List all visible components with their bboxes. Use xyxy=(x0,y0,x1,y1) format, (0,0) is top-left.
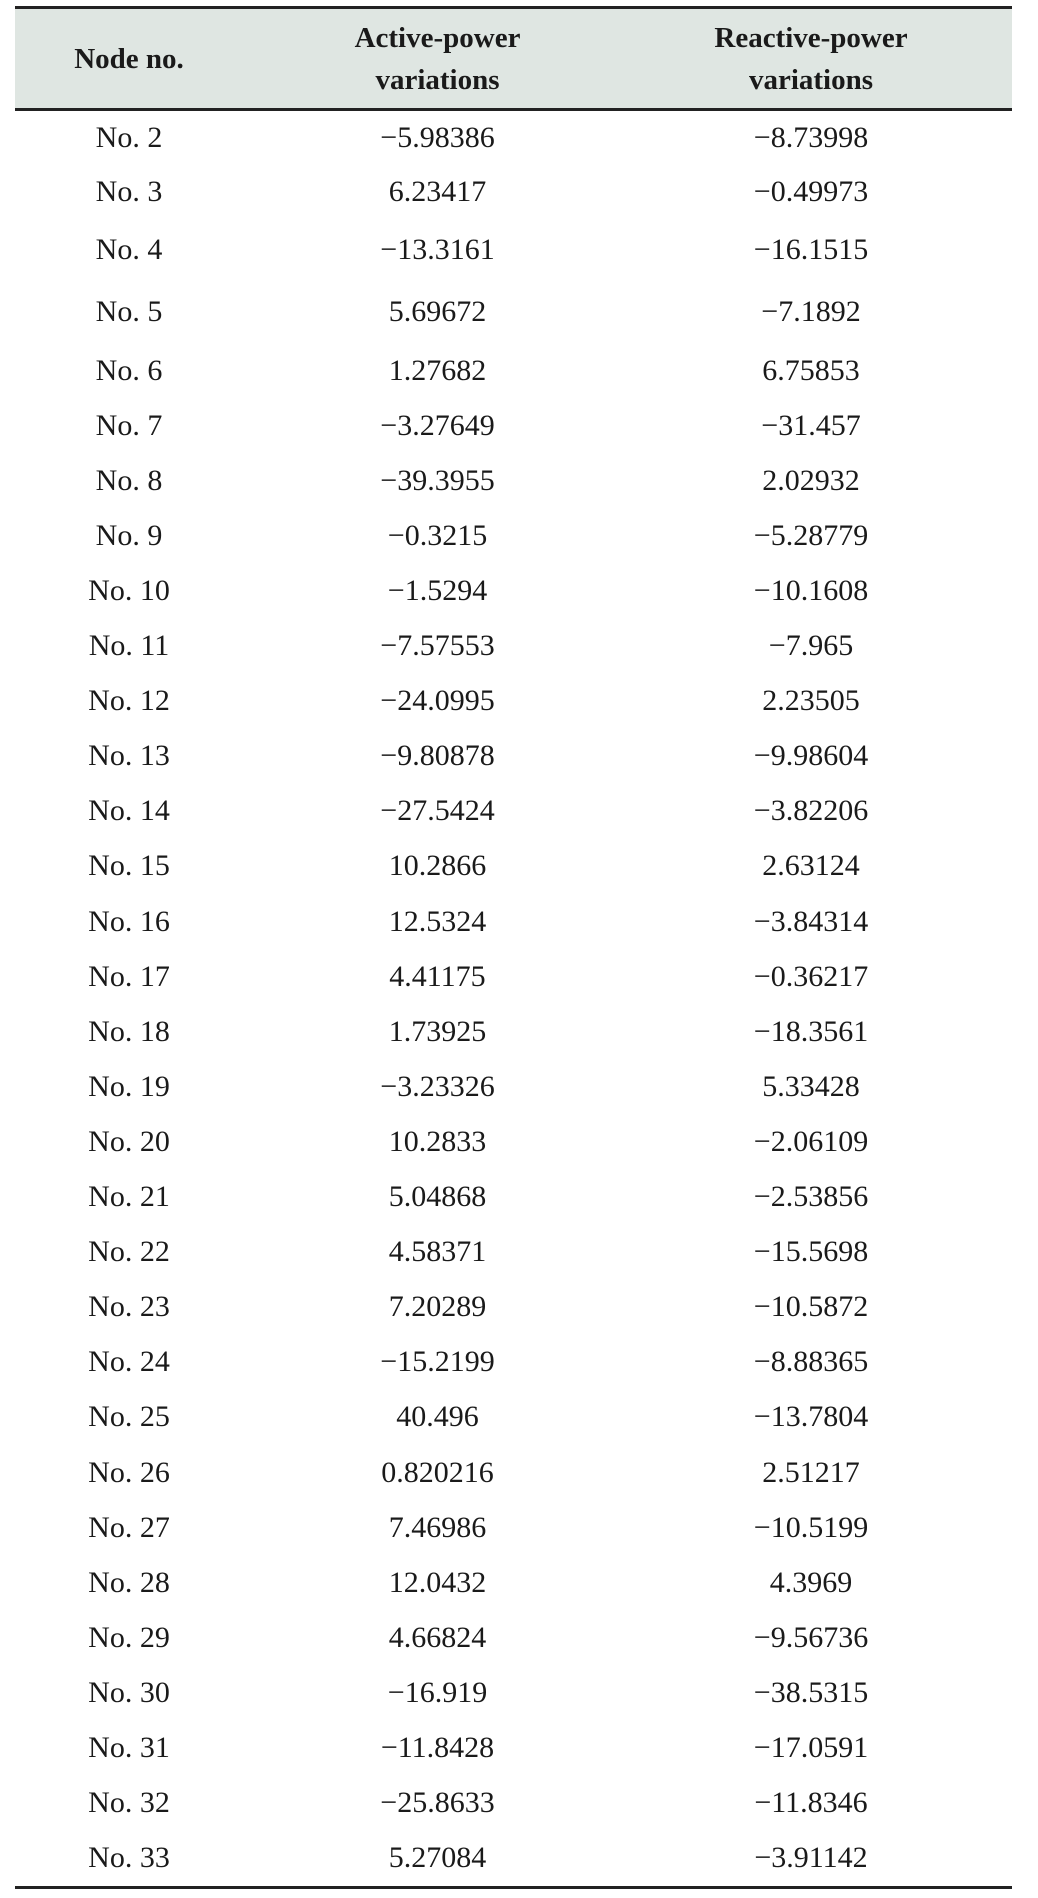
reactive-power-cell: 5.33428 xyxy=(762,1069,860,1103)
active-power-cell: 6.23417 xyxy=(388,174,487,208)
header-row xyxy=(15,9,1012,108)
active-power-cell: 4.66824 xyxy=(388,1620,487,1654)
active-power-cell: −1.5294 xyxy=(387,574,488,608)
node-cell: No. 29 xyxy=(88,1620,170,1654)
active-power-cell: 1.73925 xyxy=(388,1014,487,1048)
node-cell: No. 28 xyxy=(88,1565,170,1599)
node-cell: No. 19 xyxy=(88,1069,170,1103)
reactive-power-cell: 2.63124 xyxy=(762,849,860,883)
node-cell: No. 24 xyxy=(88,1345,170,1379)
active-power-cell: −15.2199 xyxy=(380,1345,495,1379)
node-cell: No. 10 xyxy=(88,574,170,608)
table-row xyxy=(15,839,1012,894)
reactive-power-cell: −18.3561 xyxy=(753,1014,869,1048)
table-row xyxy=(15,1335,1012,1390)
table-row xyxy=(15,1831,1012,1886)
reactive-power-cell: −8.73998 xyxy=(753,120,869,154)
node-cell: No. 3 xyxy=(95,174,163,208)
header-active-line2: variations xyxy=(375,63,500,96)
active-power-cell: −7.57553 xyxy=(380,629,495,663)
active-power-cell: 10.2833 xyxy=(388,1124,487,1158)
header-reactive-power xyxy=(610,9,1012,108)
reactive-power-cell: −2.53856 xyxy=(753,1180,869,1214)
reactive-power-cell: −2.06109 xyxy=(753,1124,869,1158)
active-power-cell: −27.5424 xyxy=(380,794,495,828)
table-row xyxy=(15,1500,1012,1555)
reactive-power-cell: 2.23505 xyxy=(762,684,860,718)
active-power-cell: 4.58371 xyxy=(388,1235,487,1269)
node-cell: No. 6 xyxy=(95,353,163,387)
node-cell: No. 15 xyxy=(88,849,170,883)
node-cell: No. 12 xyxy=(88,684,170,718)
node-cell: No. 4 xyxy=(95,233,163,267)
active-power-cell: 12.5324 xyxy=(388,904,487,938)
reactive-power-cell: −16.1515 xyxy=(753,233,869,267)
header-node-label: Node no. xyxy=(74,42,184,75)
table-row xyxy=(15,563,1012,618)
active-power-cell: −25.8633 xyxy=(380,1786,495,1820)
table-row xyxy=(15,111,1012,164)
reactive-power-cell: −15.5698 xyxy=(753,1235,869,1269)
node-cell: No. 5 xyxy=(95,295,163,329)
reactive-power-cell: −11.8346 xyxy=(754,1786,868,1820)
node-cell: No. 27 xyxy=(88,1510,170,1544)
header-active-line1: Active-power xyxy=(354,21,521,54)
power-variations-body-table xyxy=(15,111,1012,1886)
reactive-power-cell: −10.5872 xyxy=(753,1290,869,1324)
node-cell: No. 23 xyxy=(88,1290,170,1324)
reactive-power-cell: −0.36217 xyxy=(753,959,869,993)
table-row xyxy=(15,1610,1012,1665)
reactive-power-cell: −3.82206 xyxy=(753,794,869,828)
table-row xyxy=(15,219,1012,281)
table-row xyxy=(15,674,1012,729)
active-power-cell: 7.46986 xyxy=(388,1510,487,1544)
node-cell: No. 33 xyxy=(88,1841,170,1875)
table-row xyxy=(15,1720,1012,1775)
table-row xyxy=(15,1555,1012,1610)
node-cell: No. 26 xyxy=(88,1455,170,1489)
active-power-cell: −11.8428 xyxy=(380,1730,495,1764)
active-power-cell: 12.0432 xyxy=(388,1565,487,1599)
header-active-power xyxy=(265,9,610,108)
reactive-power-cell: −13.7804 xyxy=(753,1400,869,1434)
table-row xyxy=(15,1665,1012,1720)
node-cell: No. 25 xyxy=(88,1400,170,1434)
reactive-power-cell: −5.28779 xyxy=(753,518,869,552)
reactive-power-cell: 2.51217 xyxy=(762,1455,860,1489)
node-cell: No. 11 xyxy=(88,629,170,663)
node-cell: No. 9 xyxy=(95,518,163,552)
reactive-power-cell: −3.91142 xyxy=(754,1841,868,1875)
node-cell: No. 13 xyxy=(88,739,170,773)
node-cell: No. 32 xyxy=(88,1786,170,1820)
reactive-power-cell: −7.1892 xyxy=(761,295,861,329)
active-power-cell: −16.919 xyxy=(387,1675,488,1709)
active-power-cell: 10.2866 xyxy=(388,849,487,883)
table-row xyxy=(15,784,1012,839)
active-power-cell: 5.69672 xyxy=(388,295,487,329)
table-row xyxy=(15,1445,1012,1500)
table-bottom-rule xyxy=(15,1886,1012,1889)
node-cell: No. 14 xyxy=(88,794,170,828)
active-power-cell: −3.27649 xyxy=(380,408,495,442)
node-cell: No. 30 xyxy=(88,1675,170,1709)
reactive-power-cell: −9.56736 xyxy=(753,1620,869,1654)
table-row xyxy=(15,508,1012,563)
table-row xyxy=(15,1280,1012,1335)
table-row xyxy=(15,164,1012,219)
active-power-cell: −9.80878 xyxy=(380,739,495,773)
table-row xyxy=(15,398,1012,453)
reactive-power-cell: 6.75853 xyxy=(762,353,860,387)
reactive-power-cell: −0.49973 xyxy=(753,174,869,208)
reactive-power-cell: −10.5199 xyxy=(753,1510,869,1544)
table-row xyxy=(15,1776,1012,1831)
table-row xyxy=(15,949,1012,1004)
active-power-cell: 0.820216 xyxy=(381,1455,494,1489)
power-variations-table xyxy=(15,9,1012,108)
active-power-cell: 5.04868 xyxy=(388,1180,487,1214)
active-power-cell: −24.0995 xyxy=(380,684,495,718)
header-node-no xyxy=(15,9,265,108)
node-cell: No. 21 xyxy=(88,1180,170,1214)
node-cell: No. 17 xyxy=(88,959,170,993)
node-cell: No. 18 xyxy=(88,1014,170,1048)
node-cell: No. 7 xyxy=(95,408,163,442)
table-row xyxy=(15,1004,1012,1059)
node-cell: No. 22 xyxy=(88,1235,170,1269)
table-row xyxy=(15,1170,1012,1225)
table-row xyxy=(15,1390,1012,1445)
table-row xyxy=(15,343,1012,398)
table-row xyxy=(15,619,1012,674)
node-cell: No. 2 xyxy=(95,120,163,154)
reactive-power-cell: −8.88365 xyxy=(753,1345,869,1379)
active-power-cell: −39.3955 xyxy=(380,463,495,497)
header-reactive-line2: variations xyxy=(748,63,874,96)
reactive-power-cell: 4.3969 xyxy=(769,1565,853,1599)
active-power-cell: 7.20289 xyxy=(388,1290,487,1324)
active-power-cell: 40.496 xyxy=(396,1400,479,1434)
reactive-power-cell: −7.965 xyxy=(768,629,854,663)
power-variations-table-container xyxy=(15,6,1012,1889)
active-power-cell: 5.27084 xyxy=(388,1841,487,1875)
table-row xyxy=(15,729,1012,784)
table-row xyxy=(15,453,1012,508)
active-power-cell: −0.3215 xyxy=(387,518,488,552)
table-row xyxy=(15,1059,1012,1114)
active-power-cell: 1.27682 xyxy=(388,353,487,387)
active-power-cell: −5.98386 xyxy=(380,120,495,154)
table-body xyxy=(15,111,1012,1886)
table-row xyxy=(15,1225,1012,1280)
node-cell: No. 16 xyxy=(88,904,170,938)
reactive-power-cell: 2.02932 xyxy=(762,463,860,497)
table-row xyxy=(15,894,1012,949)
reactive-power-cell: −9.98604 xyxy=(753,739,869,773)
node-cell: No. 20 xyxy=(88,1124,170,1158)
reactive-power-cell: −3.84314 xyxy=(753,904,869,938)
reactive-power-cell: −17.0591 xyxy=(753,1730,869,1764)
reactive-power-cell: −38.5315 xyxy=(753,1675,869,1709)
active-power-cell: 4.41175 xyxy=(389,959,486,993)
reactive-power-cell: −10.1608 xyxy=(753,574,869,608)
table-row xyxy=(15,1114,1012,1169)
active-power-cell: −3.23326 xyxy=(380,1069,495,1103)
header-reactive-line1: Reactive-power xyxy=(714,21,908,54)
node-cell: No. 31 xyxy=(88,1730,170,1764)
reactive-power-cell: −31.457 xyxy=(761,408,861,442)
table-row xyxy=(15,281,1012,343)
table-header xyxy=(15,9,1012,108)
node-cell: No. 8 xyxy=(95,463,163,497)
active-power-cell: −13.3161 xyxy=(380,233,495,267)
